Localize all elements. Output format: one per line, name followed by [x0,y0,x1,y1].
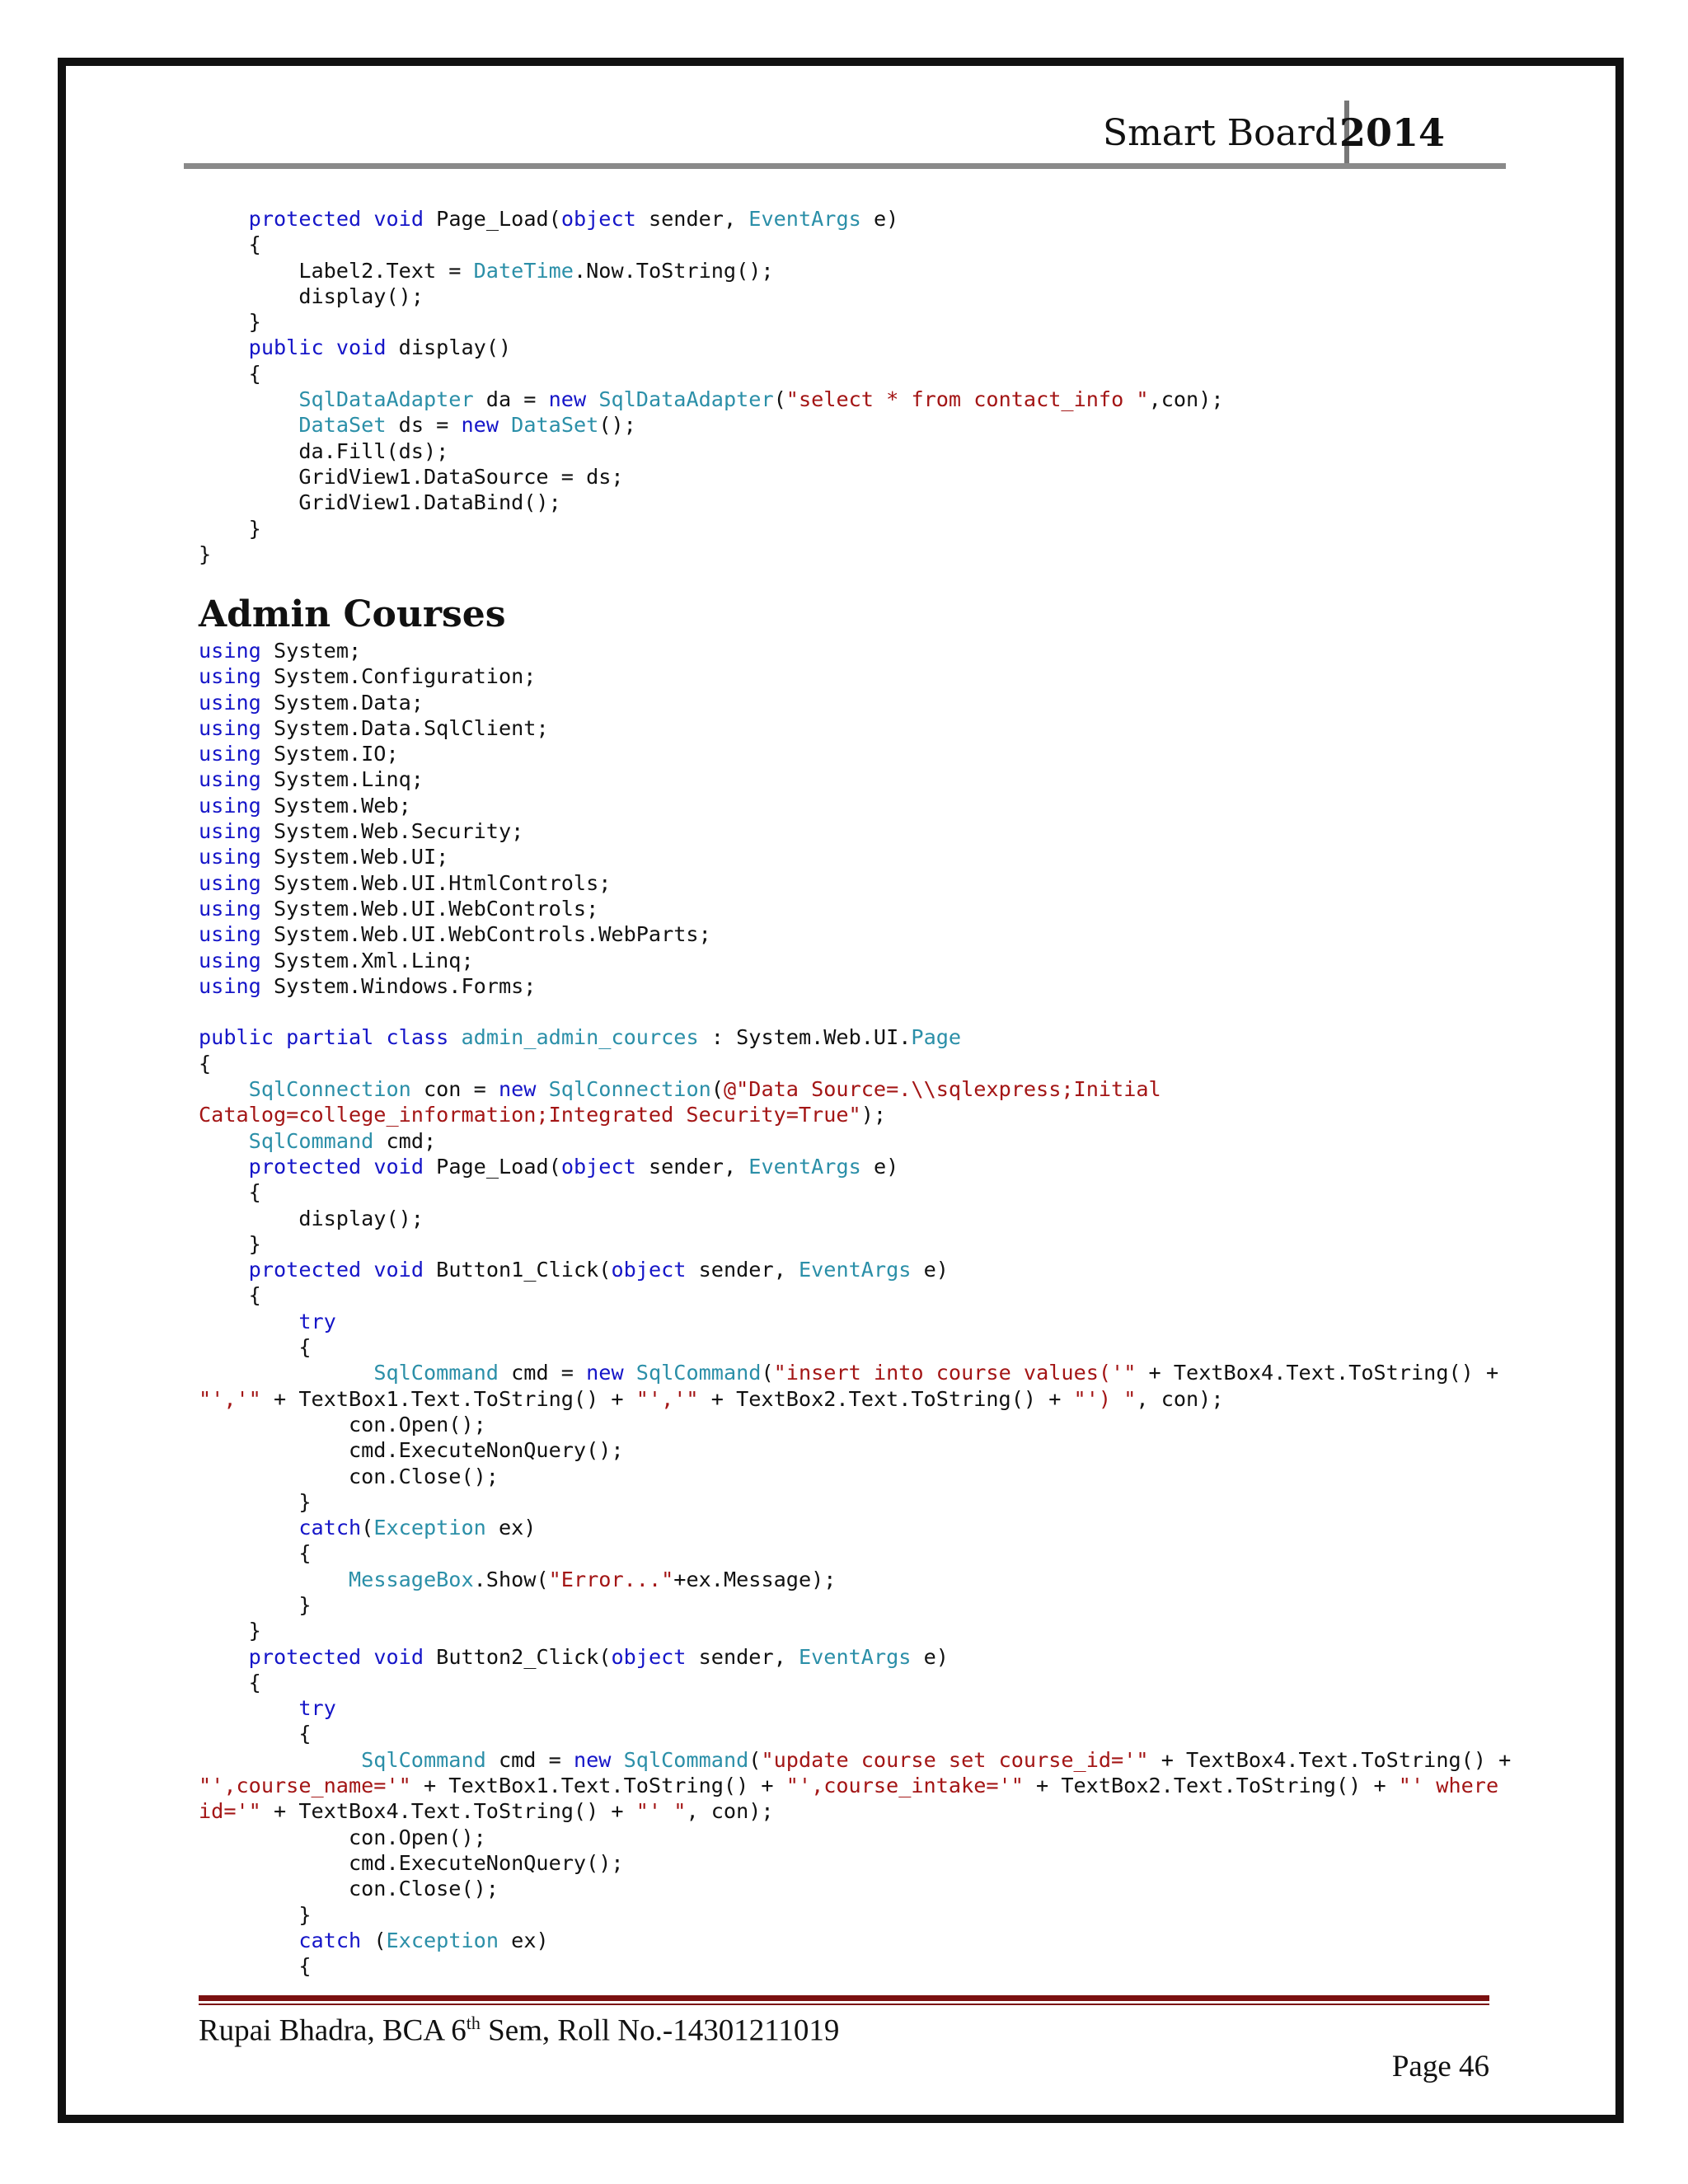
code-token: public [199,1025,274,1050]
code-token: cmd; [373,1128,437,1153]
code-block-admin-courses [199,638,1512,1979]
code-line [199,232,1493,257]
code-token [199,1696,298,1720]
code-token: SqlDataAdapter [298,387,474,412]
code-token: Button2_Click( [424,1644,612,1669]
code-token: System.Web.Security; [260,819,524,844]
code-token: Exception [386,1928,499,1952]
code-token [199,1568,349,1591]
code-token: protected [248,1154,362,1179]
code-line [199,638,1493,663]
code-line [199,541,1493,567]
footer-rule [199,1995,1489,2001]
code-token: sender, [686,1644,799,1669]
code-token [199,1258,249,1282]
code-token: Exception [373,1516,486,1540]
section-heading: Admin Courses [199,593,506,635]
code-block-page-load [199,206,1493,567]
code-token: "update course set course_id='" [761,1747,1149,1772]
code-token: + TextBox2.Text.ToString() + [1023,1774,1399,1798]
code-token: con.Open(); [199,1825,486,1849]
code-token: using [199,948,261,972]
code-token: , con); [1136,1386,1224,1411]
code-token: DataSet [511,413,599,438]
code-token: ( [710,1077,724,1102]
code-line [199,921,1493,947]
code-line [199,1282,1493,1308]
code-line [199,1928,1493,1953]
code-token: class [386,1025,449,1050]
code-token: EventArgs [798,1644,912,1669]
code-token: { [199,1283,261,1308]
code-token: .Now.ToString(); [573,258,774,283]
code-token: : System.Web.UI. [698,1025,912,1050]
code-token: ( [773,387,786,412]
code-token: protected [248,1644,362,1669]
code-token [536,1077,548,1101]
code-token: void [373,1258,424,1282]
code-token: Label2.Text = [199,258,474,283]
code-token [199,413,298,437]
code-line [199,1618,1493,1643]
code-token [448,1025,461,1049]
code-token: partial [286,1025,374,1050]
footer-rule-thin [199,2004,1489,2005]
code-token: Page [911,1025,962,1050]
code-line [199,1850,1493,1876]
code-token: EventArgs [798,1258,912,1282]
code-token: SqlCommand [623,1747,749,1772]
code-token [361,207,373,231]
code-token: new [498,1077,537,1102]
code-token: } [199,541,212,566]
code-line [199,1540,1493,1566]
code-line [199,412,1493,438]
code-token: public [248,335,324,360]
code-line [199,896,1493,921]
code-token: GridView1.DataSource = ds; [199,464,624,489]
code-token [361,1258,373,1282]
code-token: .Show( [473,1567,549,1591]
code-line [199,793,1493,818]
code-line [199,1798,1493,1824]
code-token: using [199,690,261,715]
code-token: using [199,742,261,766]
code-token: EventArgs [748,207,861,231]
code-line [199,663,1493,689]
code-token [624,1361,636,1385]
code-token: object [611,1644,687,1669]
code-token: } [199,310,261,335]
code-token: using [199,639,261,663]
code-token: System.Xml.Linq; [260,948,474,972]
code-token [199,387,298,411]
code-token: Page_Load( [424,207,561,231]
code-token: new [573,1747,612,1772]
header-title: Smart Board [1102,112,1338,154]
code-line [199,1386,1493,1412]
code-line [199,1412,1493,1437]
code-token: +ex.Message); [673,1567,837,1591]
code-token: ds = [386,413,462,438]
code-token: System.IO; [260,742,399,766]
code-line [199,1076,1493,1102]
code-line [199,973,1493,999]
footer-author [199,2013,839,2048]
code-line [199,741,1493,766]
code-token: SqlDataAdapter [598,387,774,412]
code-token: + TextBox4.Text.ToString() + [1148,1747,1512,1772]
code-token: sender, [635,1154,749,1179]
code-token: using [199,922,261,947]
code-token: EventArgs [748,1154,861,1179]
code-token [199,1129,249,1153]
code-line [199,1567,1493,1592]
code-token: using [199,870,261,895]
code-token [199,1516,298,1540]
code-line [199,1206,1493,1231]
code-token [361,1155,373,1179]
code-line [199,284,1493,309]
code-token: ex) [498,1928,549,1952]
code-token: "','" [199,1386,261,1411]
code-token: e) [860,1154,899,1179]
code-token: SqlCommand [248,1128,374,1153]
code-token [499,413,511,437]
header-rule [184,163,1506,169]
code-token: System.Data; [260,690,424,715]
code-line [199,1179,1493,1205]
code-token [199,1645,249,1669]
code-token: con.Close(); [199,1877,499,1901]
code-token: try [298,1696,336,1721]
code-token: System.Web; [260,793,411,818]
code-line [199,258,1493,284]
code-token: MessageBox [348,1567,474,1591]
code-token [199,1310,298,1333]
code-token: using [199,793,261,818]
code-token [199,1361,373,1385]
code-token: } [199,1592,312,1617]
code-line [199,387,1493,412]
code-token: object [560,1154,636,1179]
code-token: sender, [686,1258,799,1282]
code-token [373,1025,386,1049]
code-token: "Error..." [548,1567,674,1591]
code-token: ex) [485,1516,537,1540]
code-token: "' where [1398,1774,1499,1798]
code-token: con = [410,1077,499,1102]
code-token: ( [361,1516,374,1540]
code-token: + TextBox1.Text.ToString() + [260,1386,636,1411]
code-token: catch [298,1928,362,1952]
code-line [199,1102,1493,1127]
code-line [199,516,1493,541]
code-token: object [611,1258,687,1282]
code-token: da.Fill(ds); [199,438,449,463]
code-token: display() [386,335,512,360]
code-token: { [199,1670,261,1694]
code-token: System.Windows.Forms; [260,973,537,998]
code-line [199,438,1493,464]
code-token: "' " [635,1799,687,1824]
code-line [199,309,1493,335]
code-token [199,1748,361,1772]
code-token: using [199,845,261,869]
code-line [199,1773,1499,1798]
code-token: } [199,1902,312,1927]
code-line [199,1515,1493,1540]
page-number: Page 46 [1391,2050,1489,2083]
code-line [199,1902,1493,1928]
code-token [199,1929,298,1952]
code-line [199,1695,1493,1721]
code-token: Button1_Click( [424,1258,612,1282]
code-token: SqlCommand [361,1747,486,1772]
code-token: { [199,1541,312,1566]
code-token [199,335,249,359]
code-token: + TextBox2.Text.ToString() + [698,1386,1074,1411]
code-token: { [199,1335,312,1360]
code-token: new [548,387,587,412]
code-token: } [199,1619,261,1643]
code-line [199,844,1493,869]
code-token: using [199,715,261,740]
code-token: + TextBox1.Text.ToString() + [410,1774,786,1798]
code-token: new [586,1361,624,1385]
code-token: catch [298,1516,362,1540]
code-token: protected [248,207,362,231]
code-line [199,1154,1493,1179]
code-token: object [560,207,636,231]
code-line [199,335,1493,360]
code-token: "insert into course values('" [773,1361,1137,1385]
code-token: ,con); [1148,387,1224,412]
code-token [324,335,336,359]
code-token: "','" [635,1386,699,1411]
code-token [199,1155,249,1179]
code-line [199,1051,1493,1076]
code-line [199,1464,1493,1489]
code-token: ( [748,1747,762,1772]
code-token: } [199,1231,261,1256]
code-token: void [373,1154,424,1179]
code-line [199,1670,1493,1695]
code-token: DateTime [473,258,574,283]
code-token [199,207,249,231]
code-token [199,1077,249,1101]
code-token: { [199,1954,312,1979]
code-token: da = [473,387,549,412]
code-token: "',course_name='" [199,1774,411,1798]
code-token: + TextBox4.Text.ToString() + [1136,1361,1499,1385]
code-token: System.Web.UI; [260,845,449,869]
code-token: con.Close(); [199,1464,499,1488]
code-token: { [199,1180,261,1205]
code-token: } [199,1489,312,1514]
code-line [199,690,1493,715]
code-line [199,1231,1493,1257]
code-line [199,1953,1493,1979]
code-line [199,1876,1493,1901]
code-line [199,206,1493,232]
code-line [199,1334,1493,1360]
code-token: id='" [199,1799,261,1824]
code-token: cmd = [498,1361,587,1385]
code-token: @"Data Source=.\\sqlexpress;Initial [723,1077,1161,1102]
code-line [199,818,1493,844]
code-token [586,387,598,411]
code-token: using [199,973,261,998]
code-token: GridView1.DataBind(); [199,490,561,515]
author-sup: th [466,2013,481,2033]
code-line [199,490,1493,515]
code-token: void [373,207,424,231]
code-token: System.Configuration; [260,664,537,689]
code-line [199,1257,1493,1282]
code-line [199,1489,1493,1515]
code-line [199,464,1493,490]
header-year: 2014 [1339,110,1445,155]
code-token [361,1645,373,1669]
code-token: try [298,1309,336,1333]
code-token: e) [860,207,899,231]
code-token: display(); [199,284,424,308]
code-token: cmd = [485,1747,574,1772]
code-token: { [199,232,261,257]
code-token: DataSet [298,413,387,438]
code-token: System.Linq; [260,767,424,792]
code-token: ( [761,1361,774,1385]
code-line [199,1721,1493,1746]
code-token: void [335,335,387,360]
code-token: admin_admin_cources [461,1025,699,1050]
code-token: SqlConnection [248,1077,411,1102]
code-token: "') " [1073,1386,1137,1411]
page-header [184,97,1506,170]
code-line [199,715,1493,741]
code-line [199,1825,1493,1850]
author-prefix: Rupai Bhadra, BCA 6 [199,2013,467,2048]
code-token: sender, [635,207,749,231]
code-token [611,1748,623,1772]
code-token: Page_Load( [424,1154,561,1179]
code-line [199,1128,1493,1154]
code-token: using [199,819,261,844]
code-token: display(); [199,1206,424,1230]
code-line [199,870,1493,896]
code-token: e) [911,1644,949,1669]
code-token: + TextBox4.Text.ToString() + [260,1799,636,1824]
code-line [199,1644,1493,1670]
code-line [199,1437,1493,1463]
code-token: System.Data.SqlClient; [260,715,549,740]
code-token: protected [248,1258,362,1282]
code-line [199,948,1493,973]
code-token: System.Web.UI.WebControls.WebParts; [260,922,711,947]
code-token [274,1025,286,1049]
code-token: System.Web.UI.HtmlControls; [260,870,612,895]
code-token: "select * from contact_info " [785,387,1149,412]
code-token: cmd.ExecuteNonQuery(); [199,1850,624,1875]
code-token: ( [361,1928,387,1952]
author-suffix: Sem, Roll No.-14301211019 [480,2013,840,2048]
code-token: { [199,361,261,386]
code-token: ); [860,1103,887,1127]
code-token: using [199,896,261,921]
code-token: "',course_intake='" [785,1774,1024,1798]
code-token: e) [911,1258,949,1282]
code-token: , con); [686,1799,774,1824]
code-token: (); [598,413,636,438]
code-token: new [461,413,499,438]
code-line [199,1309,1493,1334]
code-line [199,999,1493,1024]
code-line [199,1747,1512,1773]
code-token: using [199,767,261,792]
code-token: void [373,1644,424,1669]
code-token: cmd.ExecuteNonQuery(); [199,1438,624,1463]
code-line [199,766,1493,792]
code-line [199,1360,1499,1385]
code-token: using [199,664,261,689]
code-token: { [199,1722,312,1746]
code-token: System; [260,639,362,663]
code-token: SqlCommand [373,1361,499,1385]
code-token: con.Open(); [199,1412,486,1436]
code-token: } [199,516,261,541]
code-token: SqlConnection [548,1077,711,1102]
code-token: Catalog=college_information;Integrated Security=True" [199,1103,861,1127]
code-line [199,1024,1493,1050]
code-token: SqlCommand [635,1361,762,1385]
code-line [199,361,1493,387]
code-token: System.Web.UI.WebControls; [260,896,599,921]
code-line [199,1592,1493,1618]
code-token: { [199,1051,212,1076]
